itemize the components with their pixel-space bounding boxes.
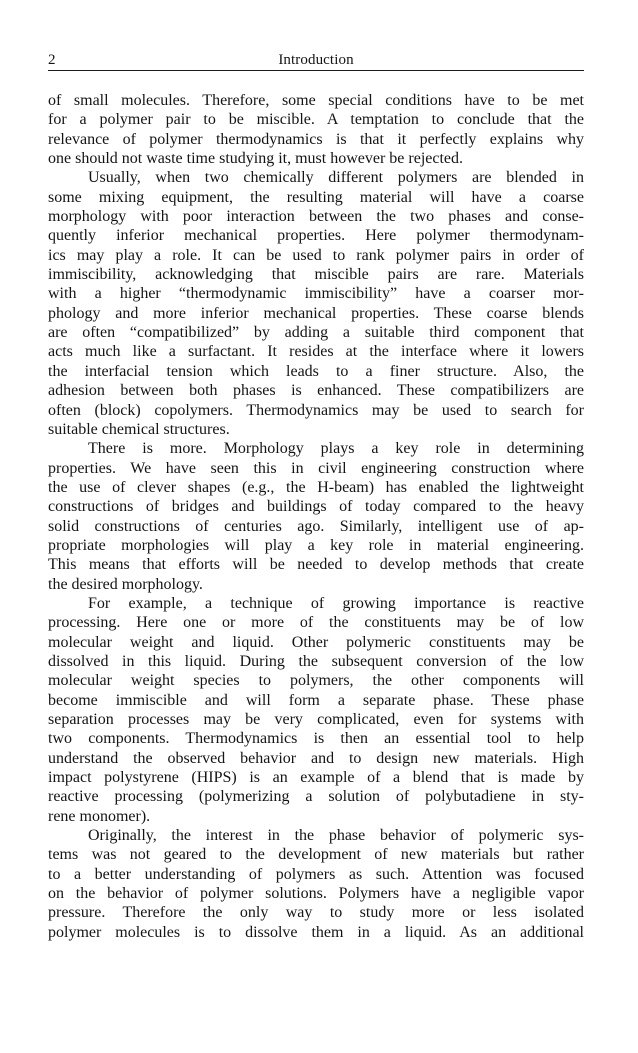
text-line: morphology with poor interaction between the two phases and conse- [48,208,584,226]
text-line: suitable chemical structures. [48,420,230,438]
text-line: for a polymer pair to be miscible. A temptation to conclude that the [48,111,584,129]
text-line: There is more. Morphology plays a key role in determining [88,440,584,458]
text-line: reactive processing (polymerizing a solution of polybutadiene in sty- [48,788,584,806]
text-line: Usually, when two chemically different polymers are blended in [88,169,584,187]
text-line: the desired morphology. [48,575,203,593]
text-line: molecular weight species to polymers, the other components will [48,672,584,690]
running-head: Introduction [278,52,354,68]
text-line: two components. Thermodynamics is then an essential tool to help [48,730,584,748]
text-line: pressure. Therefore the only way to study more or less isolated [48,904,584,922]
text-line: constructions of bridges and buildings of today compared to the heavy [48,498,584,516]
text-line: properties. We have seen this in civil engineering construction where [48,459,584,477]
text-line: For example, a technique of growing importance is reactive [88,594,584,612]
text-line: on the behavior of polymer solutions. Polymers have a negligible vapor [48,885,584,903]
text-line: one should not waste time studying it, must however be rejected. [48,150,464,168]
text-line: with a higher “thermodynamic immiscibility” have a coarser mor- [48,285,584,303]
text-line: tems was not geared to the development of new materials but rather [48,846,584,864]
text-line: phology and more inferior mechanical properties. These coarse blends [48,304,584,322]
text-line: the interfacial tension which leads to a finer structure. Also, the [48,362,584,380]
text-line: often (block) copolymers. Thermodynamics may be used to search for [48,401,584,419]
text-line: dissolved in this liquid. During the subsequent conversion of the low [48,652,584,670]
text-line: to a better understanding of polymers as such. Attention was focused [48,865,584,883]
text-line: the use of clever shapes (e.g., the H-beam) has enabled the lightweight [48,478,584,496]
text-line: solid constructions of centuries ago. Similarly, intelligent use of ap- [48,517,584,535]
page-header [48,50,584,71]
text-line: immiscibility, acknowledging that miscible pairs are rare. Materials [48,266,584,284]
text-line: rene monomer). [48,807,151,825]
text-line: molecular weight and liquid. Other polymeric constituents may be [48,633,584,651]
text-line: ics may play a role. It can be used to rank polymer pairs in order of [48,246,584,264]
paragraph [48,168,584,439]
text-line: relevance of polymer thermodynamics is that it perfectly explains why [48,130,584,148]
text-line: This means that efforts will be needed to develop methods that create [48,556,584,574]
text-line: Originally, the interest in the phase behavior of polymeric sys- [88,827,584,845]
text-line: understand the observed behavior and to design new materials. High [48,749,584,767]
text-line: are often “compatibilized” by adding a suitable third component that [48,324,584,342]
page-number: 2 [48,52,56,68]
text-line: some mixing equipment, the resulting material will have a coarse [48,188,584,206]
paragraph [48,439,584,594]
text-line: adhesion between both phases is enhanced. These compatibilizers are [48,382,584,400]
paragraph [48,594,584,826]
paragraph [48,826,584,942]
text-line: acts much like a surfactant. It resides at the interface where it lowers [48,343,584,361]
text-line: impact polystyrene (HIPS) is an example of a blend that is made by [48,769,584,787]
body-text [48,91,584,942]
text-line: of small molecules. Therefore, some special conditions have to be met [48,92,584,109]
text-line: quently inferior mechanical properties. Here polymer thermodynam- [48,227,584,245]
text-line: separation processes may be very complicated, even for systems with [48,711,584,728]
text-line: propriate morphologies will play a key role in material engineering. [48,536,584,554]
text-line: processing. Here one or more of the constituents may be of low [48,614,584,632]
text-line: become immiscible and will form a separate phase. These phase [48,691,584,709]
text-line: polymer molecules is to dissolve them in a liquid. As an additional [48,923,584,941]
paragraph [48,91,584,168]
